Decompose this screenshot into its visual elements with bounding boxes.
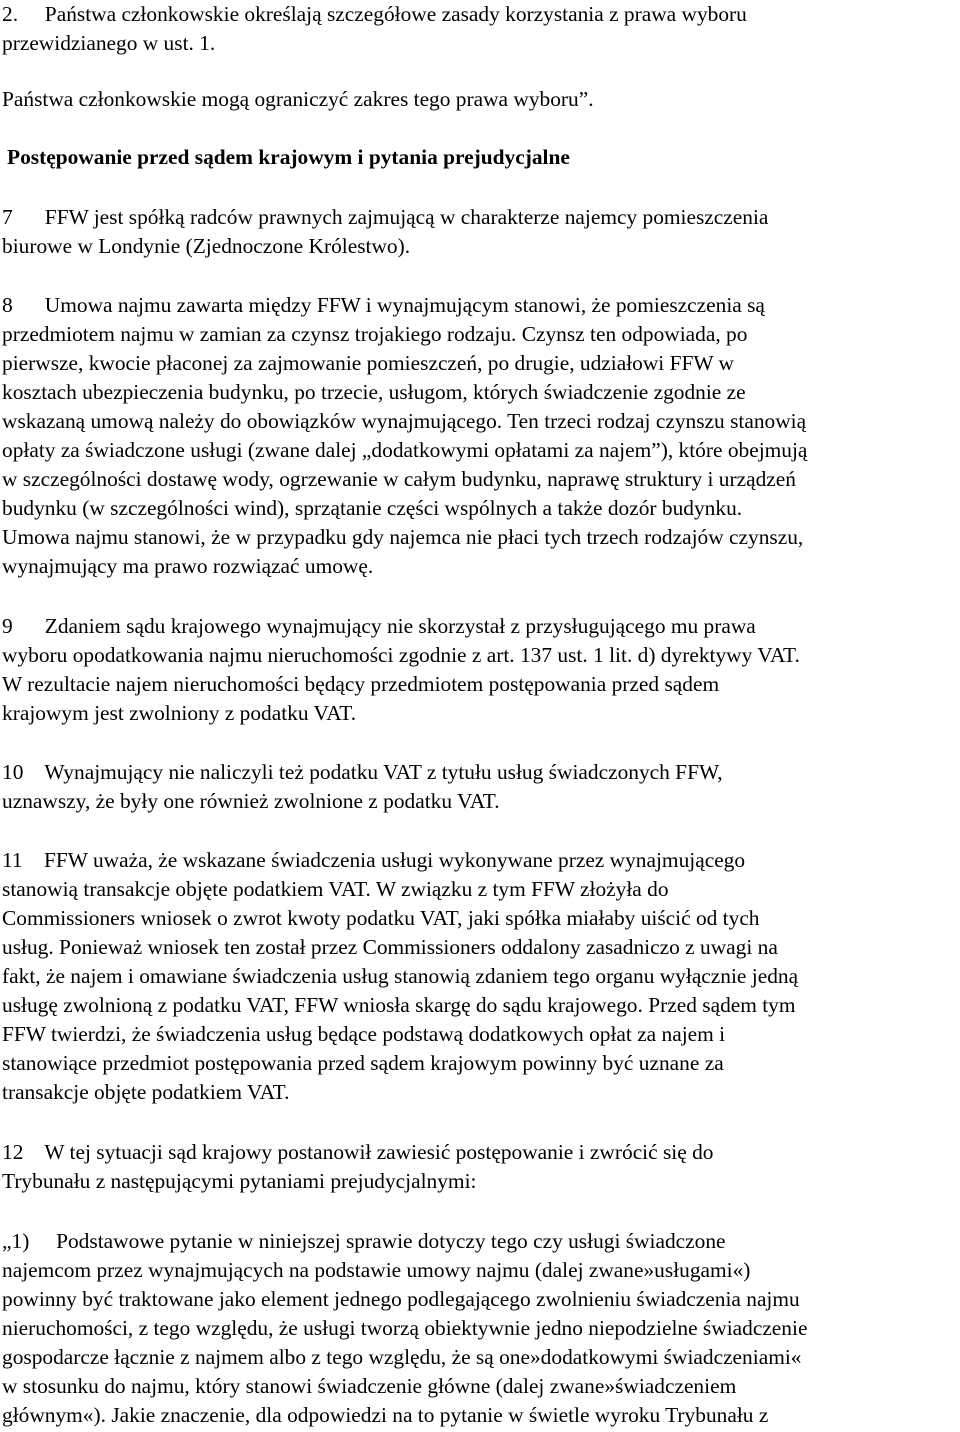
question-1-text-1: Podstawowe pytanie w niniejszej sprawie dotyczy tego czy usługi świadczone bbox=[56, 1229, 726, 1253]
paragraph-8-line-5: wskazaną umową należy do obowiązków wynajmującego. Ten trzeci rodzaj czynszu stanowią bbox=[2, 409, 807, 433]
question-1-line-7: głównym«). Jakie znaczenie, dla odpowiedzi na to pytanie w świetle wyroku Trybunału z bbox=[2, 1403, 769, 1427]
paragraph-10-line-2: uznawszy, że były one również zwolnione z podatku VAT. bbox=[2, 789, 500, 813]
paragraph-7-line-2: biurowe w Londynie (Zjednoczone Królestwo). bbox=[2, 234, 411, 258]
paragraph-12-line-1 bbox=[2, 1138, 713, 1167]
paragraph-7-number: 7 bbox=[2, 205, 13, 229]
paragraph-11-line-4: usług. Ponieważ wniosek ten został przez Commissioners oddalony zasadniczo z uwagi na bbox=[2, 935, 778, 959]
paragraph-8-line-8: budynku (w szczególności wind), sprzątanie części wspólnych a także dozór budynku. bbox=[2, 496, 743, 520]
question-1-number: „1) bbox=[2, 1229, 30, 1253]
paragraph-12-text-1: W tej sytuacji sąd krajowy postanowił zawiesić postępowanie i zwrócić się do bbox=[44, 1140, 714, 1164]
paragraph-11-line-8: stanowiące przedmiot postępowania przed sądem krajowym powinny być uznane za bbox=[2, 1051, 724, 1075]
paragraph-9-number: 9 bbox=[2, 614, 13, 638]
paragraph-9-line-1 bbox=[2, 612, 756, 641]
paragraph-7-line-1 bbox=[2, 203, 768, 232]
section-2-line-1 bbox=[2, 0, 747, 29]
paragraph-11-line-2: stanowią transakcje objęte podatkiem VAT. W związku z tym FFW złożyła do bbox=[2, 877, 669, 901]
section-2-text-1: Państwa członkowskie określają szczegółowe zasady korzystania z prawa wyboru bbox=[44, 2, 747, 26]
section-2-number: 2. bbox=[2, 2, 19, 26]
paragraph-11-line-3: Commissioners wniosek o zwrot kwoty podatku VAT, jaki spółka miałaby uiścić od tych bbox=[2, 906, 760, 930]
paragraph-8-line-1 bbox=[2, 291, 765, 320]
paragraph-10-number: 10 bbox=[2, 760, 24, 784]
paragraph-11-line-1 bbox=[2, 846, 745, 875]
paragraph-8-line-10: wynajmujący ma prawo rozwiązać umowę. bbox=[2, 554, 374, 578]
question-1-line-1 bbox=[2, 1227, 726, 1256]
paragraph-11-line-9: transakcje objęte podatkiem VAT. bbox=[2, 1080, 290, 1104]
paragraph-9-line-3: W rezultacie najem nieruchomości będący przedmiotem postępowania przed sądem bbox=[2, 672, 720, 696]
paragraph-12-line-2: Trybunału z następującymi pytaniami prejudycjalnymi: bbox=[2, 1169, 477, 1193]
paragraph-10-line-1 bbox=[2, 758, 723, 787]
section-heading: Postępowanie przed sądem krajowym i pytania prejudycjalne bbox=[7, 145, 570, 169]
question-1-line-2: najemcom przez wynajmujących na podstawie umowy najmu (dalej zwane»usługami«) bbox=[2, 1258, 751, 1282]
paragraph-8-line-3: pierwsze, kwocie płaconej za zajmowanie pomieszczeń, po drugie, udziałowi FFW w bbox=[2, 351, 734, 375]
paragraph-9-text-1: Zdaniem sądu krajowego wynajmujący nie skorzystał z przysługującego mu prawa bbox=[44, 614, 756, 638]
paragraph-11-line-5: fakt, że najem i omawiane świadczenia usług stanowią zdaniem tego organu wyłącznie jedną bbox=[2, 964, 799, 988]
question-1-line-6: w stosunku do najmu, który stanowi świadczenie główne (dalej zwane»świadczeniem bbox=[2, 1374, 737, 1398]
paragraph-11-text-1: FFW uważa, że wskazane świadczenia usługi wykonywane przez wynajmującego bbox=[44, 848, 746, 872]
question-1-line-4: nieruchomości, z tego względu, że usługi tworzą obiektywnie jedno niepodzielne świadczenie bbox=[2, 1316, 808, 1340]
paragraph-8-line-4: kosztach ubezpieczenia budynku, po trzecie, usługom, których świadczenie zgodnie ze bbox=[2, 380, 746, 404]
paragraph-8-text-1: Umowa najmu zawarta między FFW i wynajmującym stanowi, że pomieszczenia są bbox=[44, 293, 765, 317]
paragraph-8-line-6: opłaty za świadczone usługi (zwane dalej „dodatkowymi opłatami za najem”), które obejmują bbox=[2, 438, 808, 462]
paragraph-8-line-9: Umowa najmu stanowi, że w przypadku gdy najemca nie płaci tych trzech rodzajów czynszu, bbox=[2, 525, 804, 549]
paragraph-10-text-1: Wynajmujący nie naliczyli też podatku VAT z tytułu usług świadczonych FFW, bbox=[44, 760, 723, 784]
paragraph-11-number: 11 bbox=[2, 848, 23, 872]
paragraph-8-line-7: w szczególności dostawę wody, ogrzewanie w całym budynku, naprawę struktury i urządzeń bbox=[2, 467, 796, 491]
question-1-line-3: powinny być traktowane jako element jednego podlegającego zwolnieniu świadczenia najmu bbox=[2, 1287, 800, 1311]
paragraph-9-line-4: krajowym jest zwolniony z podatku VAT. bbox=[2, 701, 357, 725]
paragraph-9-line-2: wyboru opodatkowania najmu nieruchomości zgodnie z art. 137 ust. 1 lit. d) dyrektywy VAT. bbox=[2, 643, 800, 667]
section-2-line-3: Państwa członkowskie mogą ograniczyć zakres tego prawa wyboru”. bbox=[2, 87, 594, 111]
paragraph-8-line-2: przedmiotem najmu w zamian za czynsz trojakiego rodzaju. Czynsz ten odpowiada, po bbox=[2, 322, 748, 346]
section-2-line-2: przewidzianego w ust. 1. bbox=[2, 31, 216, 55]
paragraph-11-line-7: FFW twierdzi, że świadczenia usług będące podstawą dodatkowych opłat za najem i bbox=[2, 1022, 726, 1046]
paragraph-11-line-6: usługę zwolnioną z podatku VAT, FFW wniosła skargę do sądu krajowego. Przed sądem tym bbox=[2, 993, 796, 1017]
question-1-line-5: gospodarcze łącznie z najmem albo z tego względu, że są one»dodatkowymi świadczeniami« bbox=[2, 1345, 802, 1369]
paragraph-7-text-1: FFW jest spółką radców prawnych zajmującą w charakterze najemcy pomieszczenia bbox=[44, 205, 769, 229]
paragraph-8-number: 8 bbox=[2, 293, 13, 317]
paragraph-12-number: 12 bbox=[2, 1140, 24, 1164]
